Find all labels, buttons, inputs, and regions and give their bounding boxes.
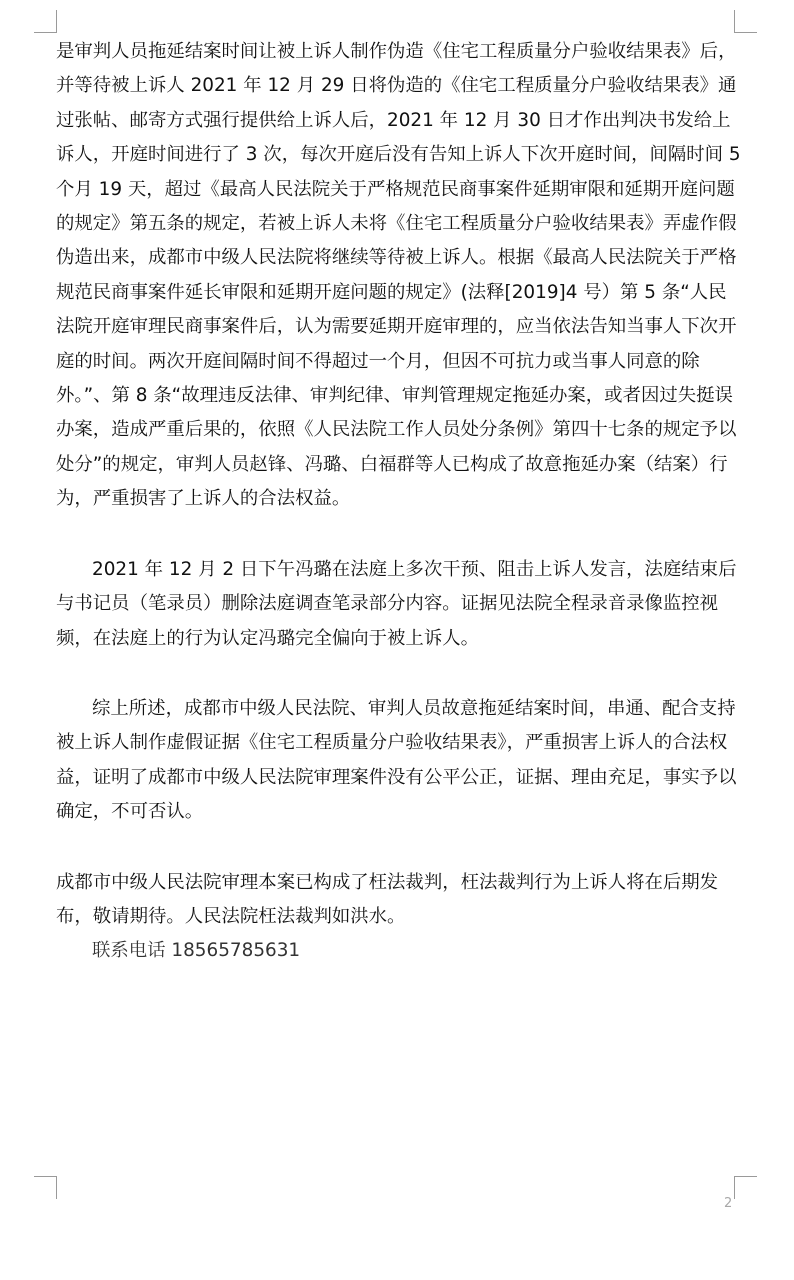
crop-mark-top-right [734, 10, 757, 33]
crop-mark-bottom-left [34, 1176, 57, 1199]
contact-phone: 联系电话 18565785631 [92, 940, 301, 962]
paragraph-continuation: 是审判人员拖延结案时间让被上诉人制作伪造《住宅工程质量分户验收结果表》后，并等待被上诉人 2021 年 12 月 29 日将伪造的《住宅工程质量分户验收结果表》通过张帖、邮寄方式强行提供给上诉人后，2021 年 12 月 30 日才作出判决书发给上诉人，开庭时间进行了 3 次，每次开庭后没有告知上诉人下次开庭时间，间隔时间 5 个月 19 天，超过《最高人民法院关于严格规范民商事案件延期审限和延期开庭问题的规定》第五条的规定，若被上诉人未将《住宅工程质量分户验收结果表》弄虚作假伪造出来，成都市中级人民法院将继续等待被上诉人。根据《最高人民法院关于严格规范民商事案件延长审限和延期开庭问题的规定》(法释[2019]4 号）第 5 条“人民法院开庭审理民商事案件后，认为需要延期开庭审理的，应当依法告知当事人下次开庭的时间。两次开庭间隔时间不得超过一个月，但因不可抗力或当事人同意的除外。”、第 8 条“故理违反法律、审判纪律、审判管理规定拖延办案，或者因过失挺误办案，造成严重后果的，依照《人民法院工作人员处分条例》第四十七条的规定予以处分”的规定，审判人员赵锋、冯璐、白福群等人已构成了故意拖延办案（结案）行为，严重损害了上诉人的合法权益。 [56, 41, 741, 510]
page-number: 2 [724, 1196, 733, 1211]
document-body [56, 35, 742, 969]
crop-mark-top-left [34, 10, 57, 33]
paragraph-summary: 综上所述，成都市中级人民法院、审判人员故意拖延结案时间，串通、配合支持被上诉人制作虚假证据《住宅工程质量分户验收结果表》，严重损害上诉人的合法权益，证明了成都市中级人民法院审理案件没有公平公正，证据、理由充足，事实予以确定，不可否认。 [56, 697, 737, 823]
paragraph-conclusion: 成都市中级人民法院审理本案已构成了枉法裁判，枉法裁判行为上诉人将在后期发布，敬请期待。人民法院枉法裁判如洪水。 [56, 871, 719, 927]
paragraph-hearing: 2021 年 12 月 2 日下午冯璐在法庭上多次干预、阻击上诉人发言，法庭结束后与书记员（笔录员）删除法庭调查笔录部分内容。证据见法院全程录音录像监控视频，在法庭上的行为认定冯璐完全偏向于被上诉人。 [56, 558, 737, 649]
crop-mark-bottom-right [734, 1176, 757, 1199]
